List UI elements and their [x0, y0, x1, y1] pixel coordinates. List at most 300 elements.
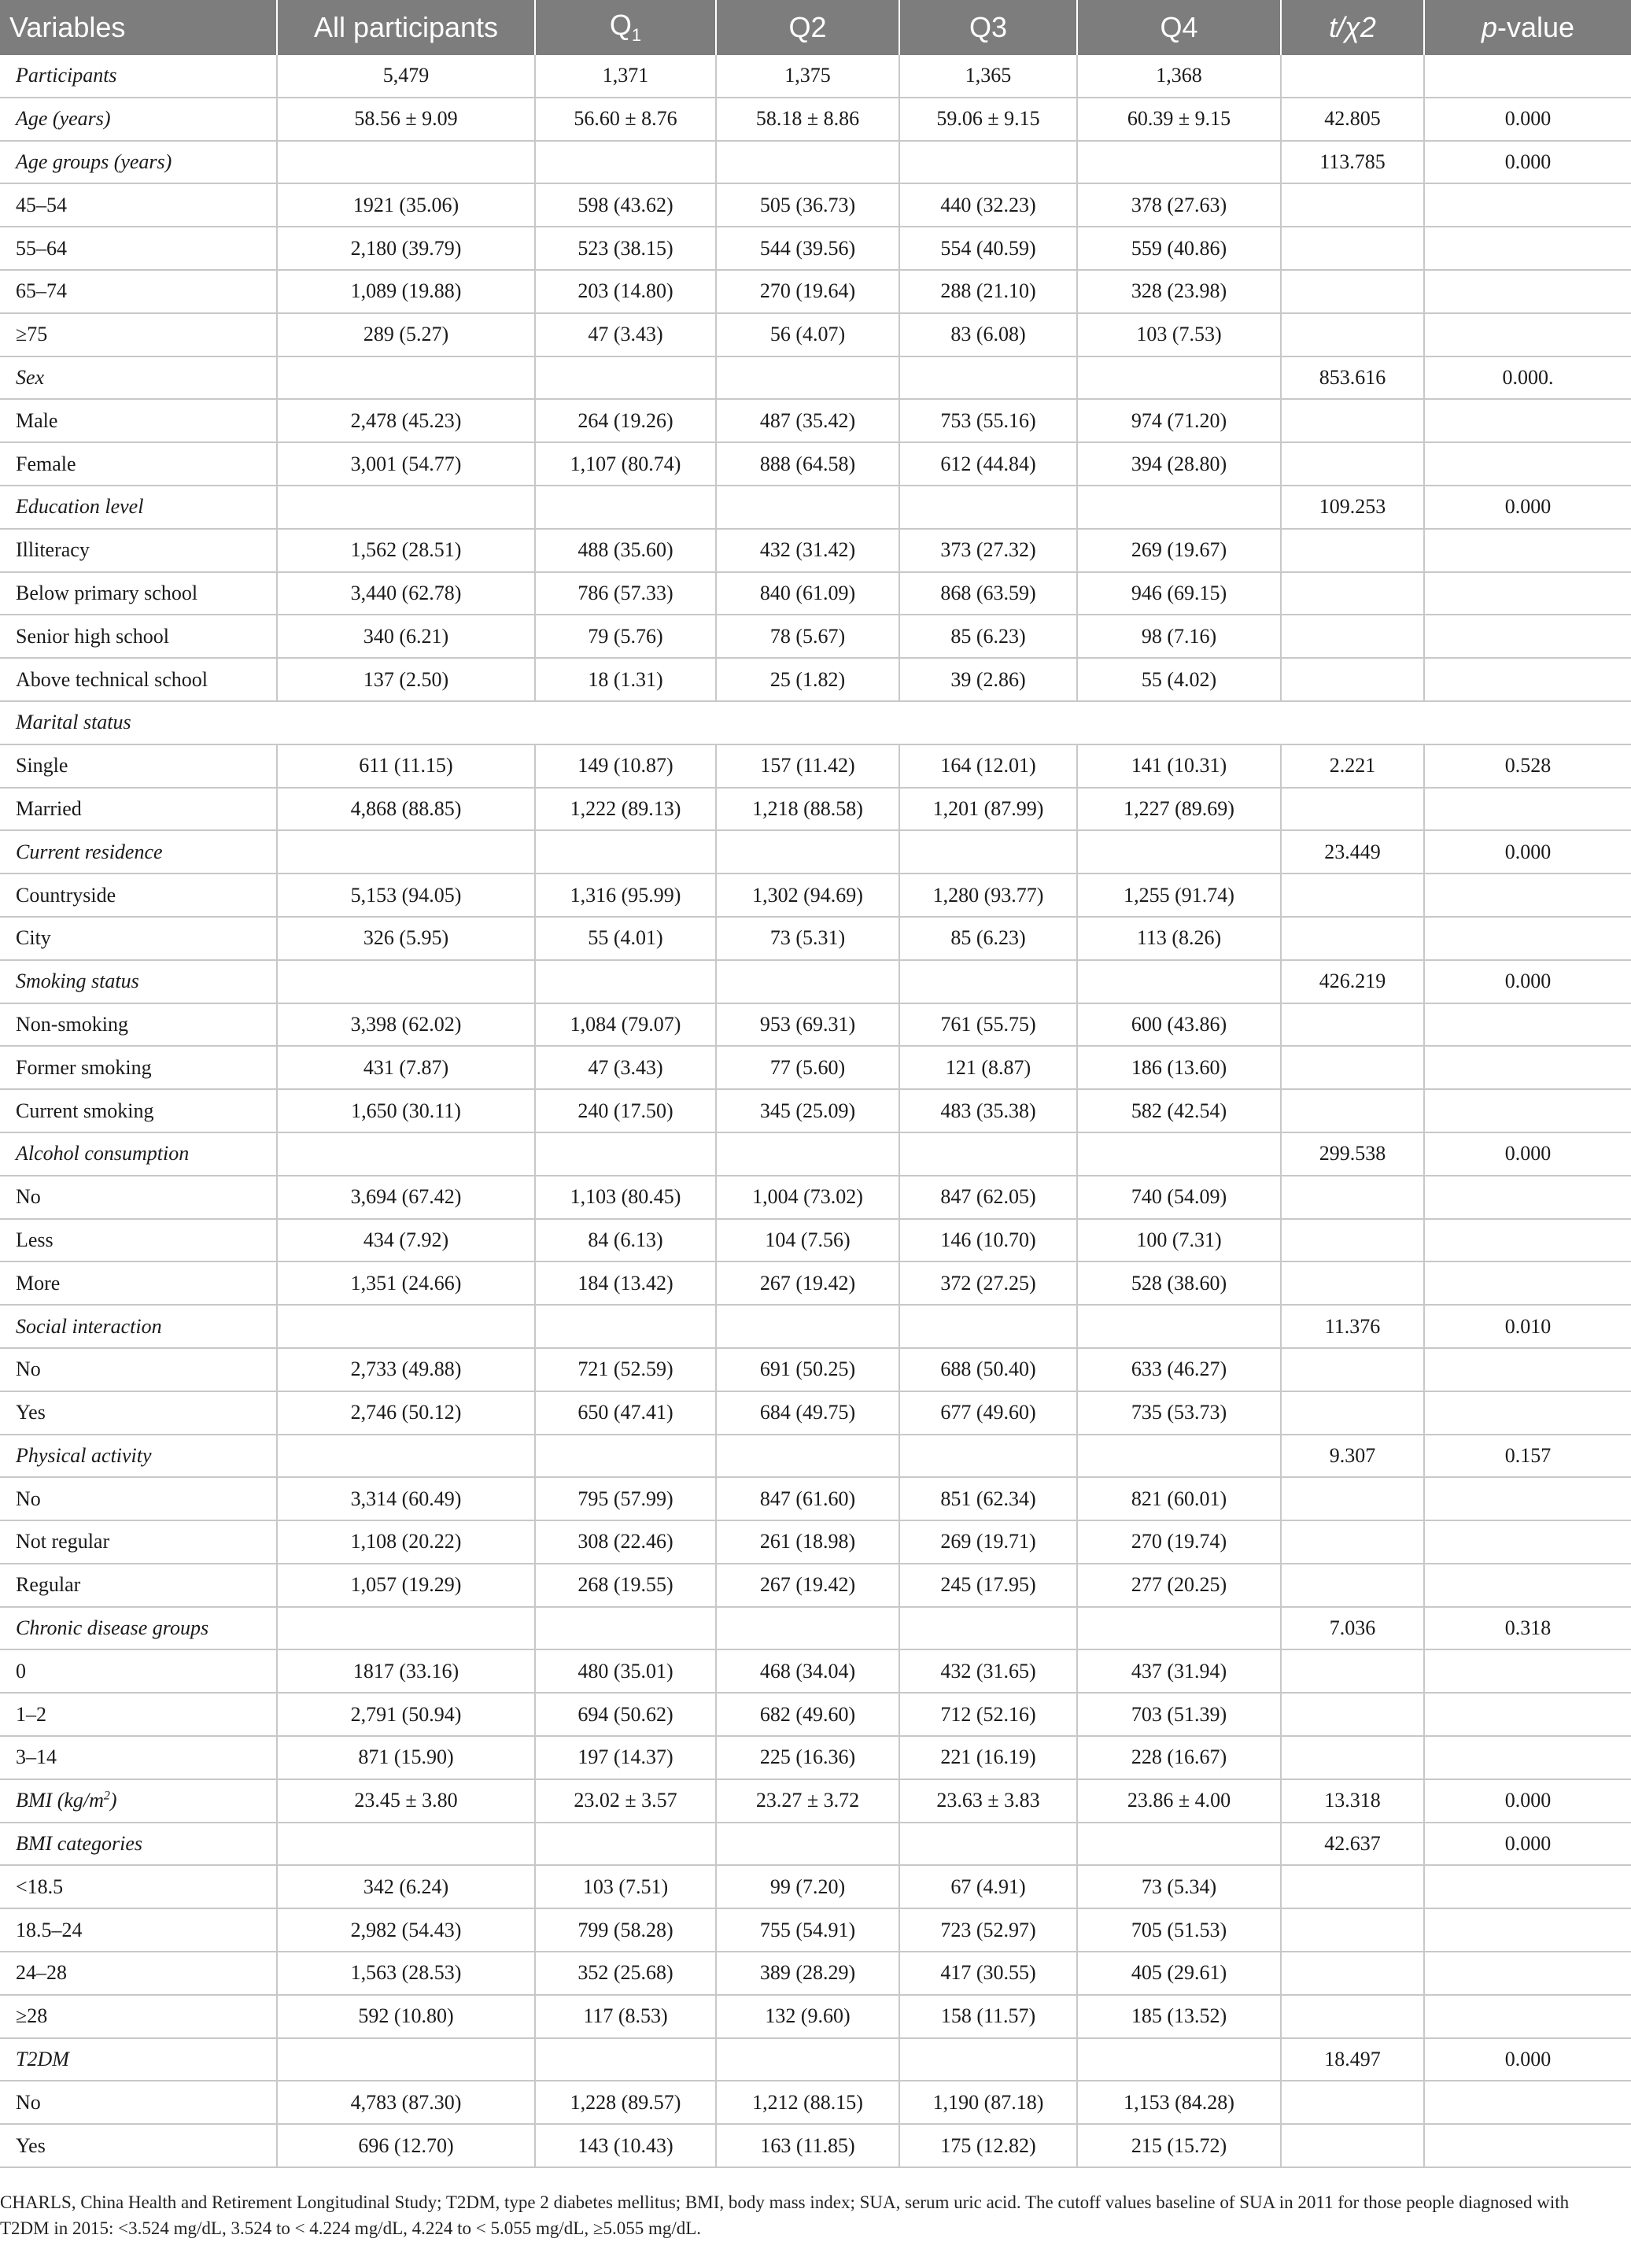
cell-q3: 372 (27.25): [899, 1261, 1077, 1305]
cell-p-value: 0.000: [1424, 1779, 1631, 1823]
cell-all-participants: 23.45 ± 3.80: [277, 1779, 535, 1823]
row-label-text: Illiteracy: [16, 538, 90, 562]
cell-all-participants: 1,563 (28.53): [277, 1952, 535, 1995]
cell-q4: 1,227 (89.69): [1077, 788, 1281, 831]
row-label-text: 65–74: [16, 279, 67, 303]
cell-q4: 1,255 (91.74): [1077, 874, 1281, 917]
row-label-text: City: [16, 926, 51, 950]
row-label: [0, 1607, 277, 1650]
cell-q1: 795 (57.99): [535, 1477, 716, 1520]
table-row-subcategory: [0, 442, 1631, 486]
cell-test-statistic: [1281, 1693, 1424, 1736]
cell-q3: 723 (52.97): [899, 1908, 1077, 1952]
cell-p-value: 0.000: [1424, 960, 1631, 1003]
cell-q4: [1077, 2038, 1281, 2081]
cell-q2: 432 (31.42): [716, 529, 899, 572]
col-header-variables: Variables: [0, 0, 277, 55]
row-label: [0, 917, 277, 960]
table-row-subcategory: [0, 1693, 1631, 1736]
cell-q3: 373 (27.32): [899, 529, 1077, 572]
cell-p-value: [1424, 442, 1631, 486]
cell-p-value: 0.000: [1424, 830, 1631, 874]
cell-q1: 84 (6.13): [535, 1219, 716, 1262]
cell-p-value: 0.000: [1424, 1823, 1631, 1866]
cell-q1: 23.02 ± 3.57: [535, 1779, 716, 1823]
cell-p-value: [1424, 1649, 1631, 1693]
cell-q1: 694 (50.62): [535, 1693, 716, 1736]
table-row-subcategory: [0, 1952, 1631, 1995]
cell-all-participants: 58.56 ± 9.09: [277, 98, 535, 141]
table-row-subcategory: [0, 270, 1631, 313]
row-label: [0, 744, 277, 788]
cell-q1: 650 (47.41): [535, 1391, 716, 1435]
row-label: [0, 1477, 277, 1520]
row-label: [0, 1865, 277, 1908]
cell-test-statistic: [1281, 1865, 1424, 1908]
row-label: [0, 960, 277, 1003]
cell-test-statistic: 42.805: [1281, 98, 1424, 141]
cell-all-participants: 1,057 (19.29): [277, 1564, 535, 1607]
cell-all-participants: 434 (7.92): [277, 1219, 535, 1262]
cell-p-value: [1424, 2081, 1631, 2124]
cell-q3: 847 (62.05): [899, 1176, 1077, 1219]
cell-q1: [535, 1132, 716, 1176]
cell-test-statistic: [1281, 615, 1424, 658]
cell-q2: 468 (34.04): [716, 1649, 899, 1693]
cell-all-participants: [277, 1435, 535, 1478]
cell-test-statistic: [1281, 1908, 1424, 1952]
cell-q3: 245 (17.95): [899, 1564, 1077, 1607]
cell-q1: 240 (17.50): [535, 1089, 716, 1132]
row-label: [0, 572, 277, 615]
cell-q3: 554 (40.59): [899, 227, 1077, 270]
cell-q3: 851 (62.34): [899, 1477, 1077, 1520]
row-label: [0, 1564, 277, 1607]
cell-q2: 1,212 (88.15): [716, 2081, 899, 2124]
row-label-text: No: [16, 1357, 41, 1381]
row-label-text: No: [16, 1487, 41, 1510]
cell-q3: 39 (2.86): [899, 658, 1077, 701]
cell-q3: 1,190 (87.18): [899, 2081, 1077, 2124]
cell-q1: 103 (7.51): [535, 1865, 716, 1908]
table-row-subcategory: [0, 744, 1631, 788]
cell-q4: [1077, 1607, 1281, 1650]
row-label-text: Alcohol consumption: [16, 1142, 190, 1165]
row-label-text: Non-smoking: [16, 1012, 128, 1036]
cell-test-statistic: 23.449: [1281, 830, 1424, 874]
row-label: [0, 1823, 277, 1866]
cell-q2: 23.27 ± 3.72: [716, 1779, 899, 1823]
row-label: [0, 1995, 277, 2038]
cell-all-participants: 2,180 (39.79): [277, 227, 535, 270]
table-row-subcategory: [0, 1089, 1631, 1132]
row-label-text: Senior high school: [16, 624, 169, 648]
cell-test-statistic: [1281, 1046, 1424, 1089]
cell-q1: 799 (58.28): [535, 1908, 716, 1952]
row-label: [0, 658, 277, 701]
cell-p-value: 0.010: [1424, 1305, 1631, 1348]
cell-p-value: [1424, 270, 1631, 313]
cell-p-value: 0.000: [1424, 1132, 1631, 1176]
cell-q1: [535, 830, 716, 874]
cell-q2: [716, 356, 899, 400]
cell-q3: 1,280 (93.77): [899, 874, 1077, 917]
table-row-variable: [0, 830, 1631, 874]
col-header-q1-sub: 1: [631, 25, 642, 46]
cell-all-participants: 4,783 (87.30): [277, 2081, 535, 2124]
row-label-text: Physical activity: [16, 1443, 152, 1467]
cell-test-statistic: [1281, 1089, 1424, 1132]
cell-q3: 67 (4.91): [899, 1865, 1077, 1908]
row-label: [0, 1089, 277, 1132]
table-row-variable: [0, 960, 1631, 1003]
cell-all-participants: 137 (2.50): [277, 658, 535, 701]
cell-q2: 163 (11.85): [716, 2124, 899, 2167]
cell-all-participants: 342 (6.24): [277, 1865, 535, 1908]
cell-q2: 953 (69.31): [716, 1003, 899, 1047]
cell-q2: 99 (7.20): [716, 1865, 899, 1908]
row-label: [0, 141, 277, 184]
cell-q2: 267 (19.42): [716, 1261, 899, 1305]
cell-q4: 113 (8.26): [1077, 917, 1281, 960]
cell-all-participants: [277, 960, 535, 1003]
cell-q3: 175 (12.82): [899, 2124, 1077, 2167]
cell-p-value: [1424, 1176, 1631, 1219]
table-row-variable: [0, 1132, 1631, 1176]
cell-test-statistic: [1281, 1176, 1424, 1219]
cell-q3: 59.06 ± 9.15: [899, 98, 1077, 141]
cell-q4: 100 (7.31): [1077, 1219, 1281, 1262]
cell-q4: 23.86 ± 4.00: [1077, 1779, 1281, 1823]
cell-all-participants: 3,398 (62.02): [277, 1003, 535, 1047]
row-label: [0, 2038, 277, 2081]
table-row-subcategory: [0, 1391, 1631, 1435]
table-row-subcategory: [0, 2124, 1631, 2167]
row-label: [0, 1952, 277, 1995]
col-header-test-statistic-label: t/χ2: [1329, 11, 1376, 43]
cell-q2: 1,302 (94.69): [716, 874, 899, 917]
cell-q4: [1077, 1305, 1281, 1348]
cell-q4: 559 (40.86): [1077, 227, 1281, 270]
cell-q1: 598 (43.62): [535, 183, 716, 227]
cell-q3: 868 (63.59): [899, 572, 1077, 615]
cell-test-statistic: [1281, 313, 1424, 356]
cell-test-statistic: 853.616: [1281, 356, 1424, 400]
table-row-variable: [0, 486, 1631, 529]
row-label-text: Smoking status: [16, 970, 139, 993]
cell-test-statistic: [1281, 227, 1424, 270]
cell-q4: 821 (60.01): [1077, 1477, 1281, 1520]
cell-p-value: [1424, 917, 1631, 960]
table-row-subcategory: [0, 1520, 1631, 1564]
cell-q2: 888 (64.58): [716, 442, 899, 486]
cell-all-participants: 3,314 (60.49): [277, 1477, 535, 1520]
table-row-variable: [0, 98, 1631, 141]
row-label-text: Regular: [16, 1573, 81, 1597]
cell-q4: [1077, 141, 1281, 184]
row-label-text: Single: [16, 754, 68, 778]
cell-q1: 1,316 (95.99): [535, 874, 716, 917]
cell-all-participants: 326 (5.95): [277, 917, 535, 960]
cell-test-statistic: [1281, 572, 1424, 615]
cell-q4: 528 (38.60): [1077, 1261, 1281, 1305]
cell-p-value: 0.000: [1424, 98, 1631, 141]
cell-q2: 684 (49.75): [716, 1391, 899, 1435]
table-row-subcategory: [0, 1477, 1631, 1520]
cell-q2: 345 (25.09): [716, 1089, 899, 1132]
row-label: [0, 1176, 277, 1219]
cell-q3: 85 (6.23): [899, 615, 1077, 658]
row-label-text: No: [16, 1185, 41, 1209]
cell-p-value: [1424, 2124, 1631, 2167]
row-label: [0, 529, 277, 572]
row-label-text: ≥75: [16, 323, 48, 346]
table-row-variable: [0, 1305, 1631, 1348]
cell-p-value: [1424, 1391, 1631, 1435]
cell-q1: 47 (3.43): [535, 1046, 716, 1089]
cell-test-statistic: [1281, 2124, 1424, 2167]
row-label-text: Married: [16, 796, 82, 820]
cell-test-statistic: 113.785: [1281, 141, 1424, 184]
cell-q1: [535, 2038, 716, 2081]
cell-q4: 974 (71.20): [1077, 399, 1281, 442]
cell-q4: 1,153 (84.28): [1077, 2081, 1281, 2124]
cell-all-participants: 1,650 (30.11): [277, 1089, 535, 1132]
table-header-row: [0, 0, 1631, 55]
cell-test-statistic: 11.376: [1281, 1305, 1424, 1348]
row-label: [0, 270, 277, 313]
cell-all-participants: 5,479: [277, 55, 535, 98]
col-header-q4: Q4: [1077, 0, 1281, 55]
table-row-subcategory: [0, 1261, 1631, 1305]
cell-all-participants: 1,108 (20.22): [277, 1520, 535, 1564]
row-label-text: 3–14: [16, 1745, 57, 1769]
row-label: [0, 1348, 277, 1391]
table-row-subcategory: [0, 874, 1631, 917]
cell-test-statistic: 7.036: [1281, 1607, 1424, 1650]
cell-q4: 394 (28.80): [1077, 442, 1281, 486]
cell-q4: 703 (51.39): [1077, 1693, 1281, 1736]
cell-test-statistic: [1281, 529, 1424, 572]
table-row-variable: [0, 1823, 1631, 1866]
row-label-text: BMI categories: [16, 1832, 143, 1856]
cell-all-participants: [277, 2038, 535, 2081]
row-label: [0, 227, 277, 270]
col-header-test-statistic: [1281, 0, 1424, 55]
cell-q3: 269 (19.71): [899, 1520, 1077, 1564]
cell-p-value: [1424, 399, 1631, 442]
cell-q1: 56.60 ± 8.76: [535, 98, 716, 141]
cell-q1: 523 (38.15): [535, 227, 716, 270]
cell-q1: 184 (13.42): [535, 1261, 716, 1305]
row-label-end: ): [109, 1789, 117, 1812]
cell-q4: 185 (13.52): [1077, 1995, 1281, 2038]
table-row-variable: [0, 701, 1631, 744]
cell-q4: 582 (42.54): [1077, 1089, 1281, 1132]
cell-q1: [535, 486, 716, 529]
cell-q3: [899, 1435, 1077, 1478]
cell-q4: 328 (23.98): [1077, 270, 1281, 313]
cell-p-value: [1424, 183, 1631, 227]
cell-q4: 277 (20.25): [1077, 1564, 1281, 1607]
cell-p-value: 0.318: [1424, 1607, 1631, 1650]
cell-all-participants: [277, 1305, 535, 1348]
row-label: [0, 183, 277, 227]
cell-q2: 25 (1.82): [716, 658, 899, 701]
cell-q4: 270 (19.74): [1077, 1520, 1281, 1564]
cell-p-value: 0.157: [1424, 1435, 1631, 1478]
cell-all-participants: 2,733 (49.88): [277, 1348, 535, 1391]
cell-q3: 83 (6.08): [899, 313, 1077, 356]
cell-q4: [1077, 960, 1281, 1003]
table-row-subcategory: [0, 615, 1631, 658]
cell-q1: [535, 141, 716, 184]
cell-test-statistic: [1281, 658, 1424, 701]
cell-p-value: [1424, 1908, 1631, 1952]
row-label-text: Less: [16, 1228, 54, 1251]
row-label: [0, 2124, 277, 2167]
cell-q3: 85 (6.23): [899, 917, 1077, 960]
cell-test-statistic: [1281, 1952, 1424, 1995]
cell-all-participants: 1,562 (28.51): [277, 529, 535, 572]
cell-q3: 432 (31.65): [899, 1649, 1077, 1693]
cell-all-participants: 871 (15.90): [277, 1736, 535, 1779]
table-row-subcategory: [0, 1995, 1631, 2038]
row-label: [0, 1391, 277, 1435]
cell-q4: 141 (10.31): [1077, 744, 1281, 788]
cell-q2: 389 (28.29): [716, 1952, 899, 1995]
row-label: [0, 442, 277, 486]
cell-p-value: [1424, 1865, 1631, 1908]
cell-test-statistic: [1281, 1391, 1424, 1435]
row-label-text: Male: [16, 408, 58, 432]
cell-q2: 261 (18.98): [716, 1520, 899, 1564]
row-label-text: <18.5: [16, 1875, 64, 1898]
cell-q4: 269 (19.67): [1077, 529, 1281, 572]
row-label-text: 1–2: [16, 1702, 46, 1726]
col-header-q1: [535, 0, 716, 55]
cell-q3: 1,201 (87.99): [899, 788, 1077, 831]
cell-q4: 600 (43.86): [1077, 1003, 1281, 1047]
cell-all-participants: 1921 (35.06): [277, 183, 535, 227]
cell-q1: [535, 1435, 716, 1478]
cell-test-statistic: [1281, 1348, 1424, 1391]
cell-all-participants: [277, 1607, 535, 1650]
col-header-q1-main: Q: [609, 9, 632, 42]
row-label-text: Above technical school: [16, 667, 208, 691]
cell-q2: 225 (16.36): [716, 1736, 899, 1779]
cell-q3: 221 (16.19): [899, 1736, 1077, 1779]
cell-p-value: 0.000: [1424, 141, 1631, 184]
cell-q3: 677 (49.60): [899, 1391, 1077, 1435]
row-label-text: Current smoking: [16, 1099, 154, 1122]
cell-q1: 721 (52.59): [535, 1348, 716, 1391]
cell-q3: 483 (35.38): [899, 1089, 1077, 1132]
cell-q1: 264 (19.26): [535, 399, 716, 442]
cell-all-participants: [277, 486, 535, 529]
table-footnote: CHARLS, China Health and Retirement Longitudinal Study; T2DM, type 2 diabetes mellitus; BMI, body mass index; SUA, serum uric acid. The cutoff values baseline of SUA in 2011 for those people diagnosed with T2DM in 2015: <3.524 mg/dL, 3.524 to < 4.224 mg/dL, 4.224 to < 5.055 mg/dL, ≥5.055 mg/dL.: [0, 2192, 1570, 2238]
row-label-text: No: [16, 2090, 41, 2114]
cell-q1: [535, 356, 716, 400]
cell-q3: [899, 1305, 1077, 1348]
cell-all-participants: 4,868 (88.85): [277, 788, 535, 831]
cell-q3: 417 (30.55): [899, 1952, 1077, 1995]
row-label: [0, 1736, 277, 1779]
cell-q2: 77 (5.60): [716, 1046, 899, 1089]
cell-all-participants: [277, 141, 535, 184]
cell-q3: 688 (50.40): [899, 1348, 1077, 1391]
cell-test-statistic: 18.497: [1281, 2038, 1424, 2081]
row-label: [0, 1520, 277, 1564]
cell-all-participants: 2,791 (50.94): [277, 1693, 535, 1736]
row-label: [0, 1046, 277, 1089]
cell-test-statistic: [1281, 270, 1424, 313]
table-row-variable: [0, 1435, 1631, 1478]
cell-test-statistic: 9.307: [1281, 1435, 1424, 1478]
row-label: [0, 1649, 277, 1693]
cell-all-participants: 5,153 (94.05): [277, 874, 535, 917]
cell-q2: [716, 1305, 899, 1348]
cell-q3: 440 (32.23): [899, 183, 1077, 227]
cell-q1: 18 (1.31): [535, 658, 716, 701]
row-label-text: Education level: [16, 495, 144, 519]
cell-test-statistic: [1281, 874, 1424, 917]
cell-q2: 847 (61.60): [716, 1477, 899, 1520]
cell-q4: 437 (31.94): [1077, 1649, 1281, 1693]
cell-q1: 1,107 (80.74): [535, 442, 716, 486]
cell-q2: 56 (4.07): [716, 313, 899, 356]
cell-q2: [716, 960, 899, 1003]
table-row-subcategory: [0, 917, 1631, 960]
cell-q2: 682 (49.60): [716, 1693, 899, 1736]
row-label-text: Participants: [16, 64, 117, 87]
cell-all-participants: [277, 1823, 535, 1866]
cell-q4: [1077, 486, 1281, 529]
table-row-subcategory: [0, 1564, 1631, 1607]
col-header-q2: Q2: [716, 0, 899, 55]
table-row-subcategory: [0, 313, 1631, 356]
cell-q1: [535, 1305, 716, 1348]
cell-q2: 58.18 ± 8.86: [716, 98, 899, 141]
row-label: [0, 788, 277, 831]
cell-q2: 73 (5.31): [716, 917, 899, 960]
cell-all-participants: 2,982 (54.43): [277, 1908, 535, 1952]
cell-test-statistic: [1281, 2081, 1424, 2124]
cell-q2: 157 (11.42): [716, 744, 899, 788]
cell-q4: 215 (15.72): [1077, 2124, 1281, 2167]
table-row-subcategory: [0, 2081, 1631, 2124]
cell-q1: 268 (19.55): [535, 1564, 716, 1607]
cell-q4: [1077, 1823, 1281, 1866]
cell-q3: 164 (12.01): [899, 744, 1077, 788]
row-label-text: Social interaction: [16, 1314, 162, 1338]
cell-p-value: 0.000.: [1424, 356, 1631, 400]
cell-q1: 1,228 (89.57): [535, 2081, 716, 2124]
cell-test-statistic: [1281, 917, 1424, 960]
table-row-subcategory: [0, 658, 1631, 701]
cell-q2: 755 (54.91): [716, 1908, 899, 1952]
cell-q3: 1,365: [899, 55, 1077, 98]
cell-test-statistic: [1281, 1995, 1424, 2038]
row-label: [0, 1261, 277, 1305]
cell-test-statistic: 299.538: [1281, 1132, 1424, 1176]
cell-q2: 840 (61.09): [716, 572, 899, 615]
cell-all-participants: [277, 1132, 535, 1176]
cell-p-value: [1424, 55, 1631, 98]
row-label: [0, 874, 277, 917]
cell-q2: 505 (36.73): [716, 183, 899, 227]
cell-test-statistic: [1281, 1564, 1424, 1607]
